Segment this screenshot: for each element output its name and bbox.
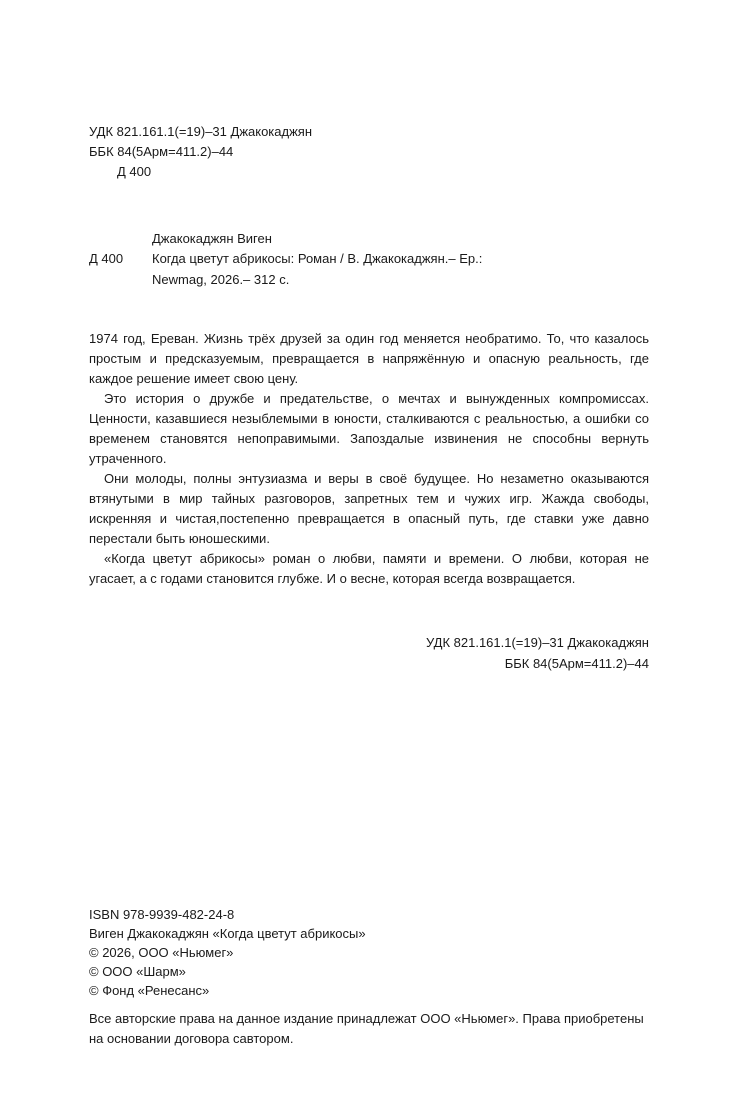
copyright-publisher: © 2026, ООО «Ньюмег» <box>89 945 234 960</box>
publisher-description: Newmag, 2026.– 312 с. <box>152 272 290 287</box>
annotation-paragraph: 1974 год, Ереван. Жизнь трёх друзей за один год меняется необратимо. То, что казалось простым и предсказуемым, превращается в напряжённую и опасную реальность, где каждое решение имеет свою цену. <box>89 331 649 386</box>
author-sign: Д 400 <box>117 164 152 179</box>
copyright-author: Виген Джакокаджян «Когда цветут абрикосы» <box>89 926 366 941</box>
udk-code: УДК 821.161.1(=19)–31 Джакокаджян <box>89 124 313 139</box>
author-name: Джакокаджян Виген <box>152 231 272 246</box>
annotation-paragraph: «Когда цветут абрикосы» роман о любви, памяти и времени. О любви, которая не угасает, а с годами становится глубже. И о весне, которая всегда возвращается. <box>89 551 649 586</box>
rights-notice: Все авторские права на данное издание принадлежат ООО «Ньюмег». Права приобретены на основании договора савтором. <box>89 1011 644 1046</box>
bbk-code-classification: ББК 84(5Арм=411.2)–44 <box>504 656 649 671</box>
author-sign-bibliographic: Д 400 <box>89 251 124 266</box>
udk-code-classification: УДК 821.161.1(=19)–31 Джакокаджян <box>425 635 649 650</box>
bbk-code: ББК 84(5Арм=411.2)–44 <box>89 144 234 159</box>
copyright-sharm: © ООО «Шарм» <box>89 964 186 979</box>
imprint <box>89 905 366 1000</box>
title-description: Когда цветут абрикосы: Роман / В. Джакокаджян.– Ер.: <box>152 251 483 266</box>
annotation-paragraph: Они молоды, полны энтузиазма и веры в своё будущее. Но незаметно оказываются втянутыми в мир тайных разговоров, запретных тем и чужих игр. Жажда свободы, искренняя и чистая,постепенно превращается в опасный путь, где ставки уже давно перестали быть юношескими. <box>89 471 649 546</box>
copyright-fund: © Фонд «Ренесанс» <box>89 983 210 998</box>
annotation <box>89 329 649 589</box>
isbn: ISBN 978-9939-482-24-8 <box>89 907 235 922</box>
annotation-paragraph: Это история о дружбе и предательстве, о мечтах и вынужденных компромиссах. Ценности, казавшиеся незыблемыми в юности, сталкиваются с реальностью, а ошибки со временем становятся непоправимыми. Запоздалые извинения не способны вернуть утраченного. <box>89 391 649 466</box>
